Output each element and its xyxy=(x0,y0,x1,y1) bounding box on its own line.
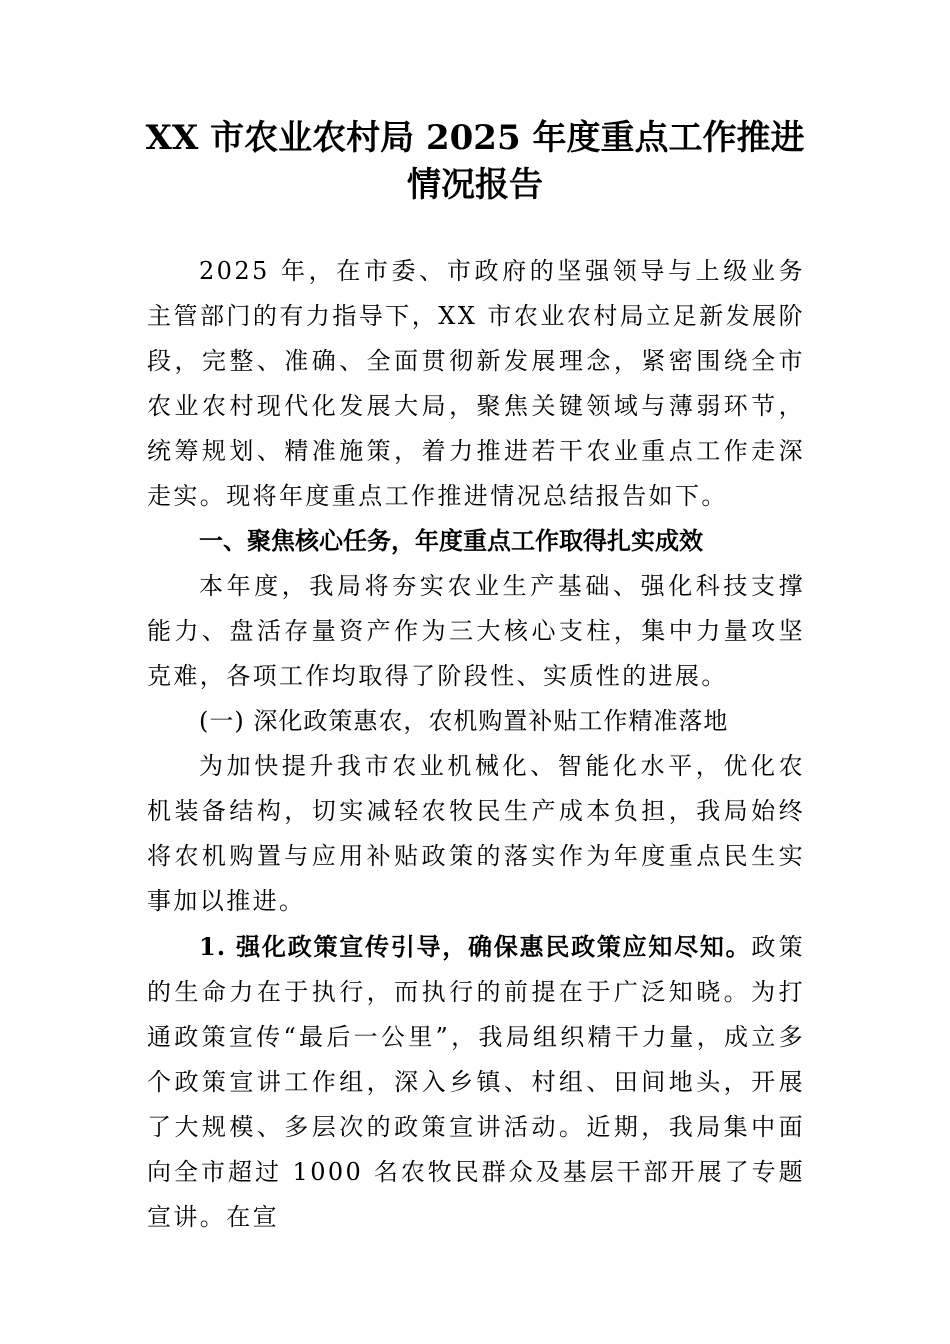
document-body xyxy=(147,249,805,1240)
subsection-1-paragraph: 为加快提升我市农业机械化、智能化水平，优化农机装备结构，切实减轻农牧民生产成本负担，我局始终将农机购置与应用补贴政策的落实作为年度重点民生实事加以推进。 xyxy=(147,752,805,915)
subsection-1-heading: (一) 深化政策惠农，农机购置补贴工作精准落地 xyxy=(199,707,729,735)
item-1-paragraph xyxy=(147,924,805,1240)
intro-paragraph: 2025 年，在市委、市政府的坚强领导与上级业务主管部门的有力指导下，XX 市农业农村局立足新发展阶段，完整、准确、全面贯彻新发展理念，紧密围绕全市农业农村现代化发展大局，聚焦关键领域与薄弱环节，统筹规划、精准施策，着力推进若干农业重点工作走深走实。现将年度重点工作推进情况总结报告如下。 xyxy=(147,257,805,510)
item-1-text: 政策的生命力在于执行，而执行的前提在于广泛知晓。为打通政策宣传“最后一公里”，我局组织精干力量，成立多个政策宣讲工作组，深入乡镇、村组、田间地头，开展了大规模、多层次的政策宣讲活动。近期，我局集中面向全市超过 1000 名农牧民群众及基层干部开展了专题宣讲。在宣 xyxy=(147,933,805,1231)
section-1-paragraph: 本年度，我局将夯实农业生产基础、强化科技支撑能力、盘活存量资产作为三大核心支柱，集中力量攻坚克难，各项工作均取得了阶段性、实质性的进展。 xyxy=(147,572,805,690)
document-title xyxy=(100,115,850,209)
title-line-2: 情况报告 xyxy=(407,165,543,205)
section-1-heading: 一、聚焦核心任务，年度重点工作取得扎实成效 xyxy=(199,527,703,555)
item-1-lead: 1. 强化政策宣传引导，确保惠民政策应知尽知。 xyxy=(199,932,752,961)
title-line-1: XX 市农业农村局 2025 年度重点工作推进 xyxy=(145,118,805,158)
